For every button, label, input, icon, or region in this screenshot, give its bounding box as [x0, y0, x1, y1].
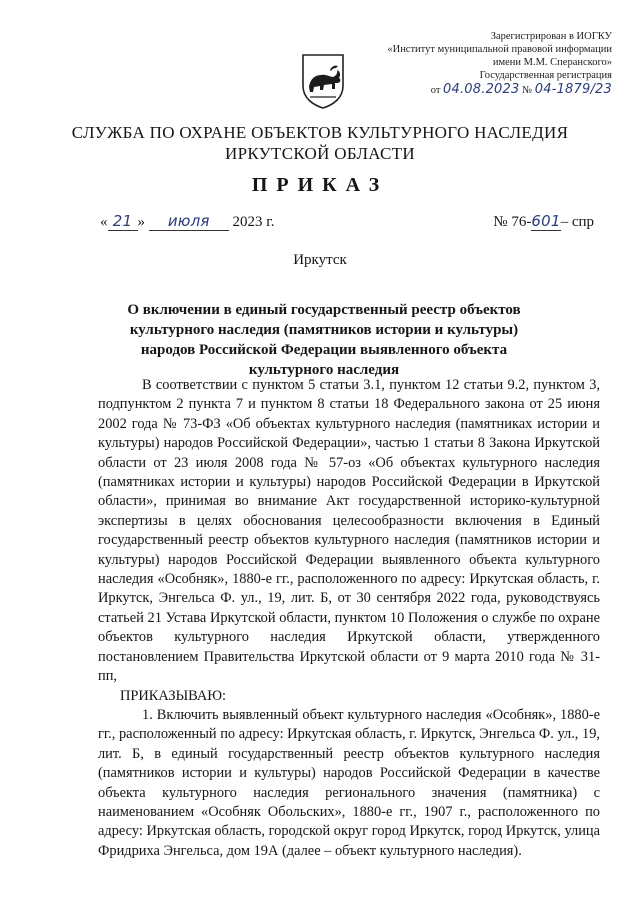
date-close-quote: » — [137, 214, 145, 230]
organization-line-2: ИРКУТСКОЙ ОБЛАСТИ — [225, 144, 415, 163]
order-number-value: 601 — [531, 212, 561, 230]
order-word: ПРИКАЗЫВАЮ: — [120, 687, 227, 704]
order-number-prefix: № 76- — [493, 214, 532, 230]
registration-from-label: от — [430, 85, 441, 96]
registration-number: 04-1879/23 — [534, 82, 612, 97]
registration-line-3: имени М.М. Сперанского» — [492, 57, 612, 68]
document-title: О включении в единый государственный реестр объектов культурного наследия (памятников истории и культуры) народов Российской Федерации выявленного объекта культурного наследия — [127, 302, 521, 378]
registration-line-1: Зарегистрирован в ИОГКУ — [490, 31, 612, 42]
registration-stamp — [367, 30, 612, 97]
date-day: 21 — [108, 212, 138, 231]
organization-line-1: СЛУЖБА ПО ОХРАНЕ ОБЪЕКТОВ КУЛЬТУРНОГО НАСЛЕДИЯ — [71, 123, 569, 142]
order-number-suffix: – спр — [560, 214, 594, 230]
registration-line-2: «Институт муниципальной правовой информации — [387, 44, 612, 55]
date-month: июля — [149, 212, 229, 231]
registration-date: 04.08.2023 — [443, 82, 520, 97]
preamble-paragraph: В соответствии с пунктом 5 статьи 3.1, пунктом 12 статьи 9.2, пунктом 3, подпунктом 2 пункта 7 и пунктом 8 статьи 18 Федерального закона от 25 июня 2002 года № 73-ФЗ «Об объектах культурного наследия (памятниках истории и культуры) народов Российской Федерации», частью 1 статьи 8 Закона Иркутской области от 23 июля 2008 года № 57-оз «Об объектах культурного наследия (памятниках истории и культуры) народов Российской Федерации в Иркутской области», принимая во внимание Акт государственной историко-культурной экспертизы в целях обоснования целесообразности включения в Единый государственный реестр объектов культурного наследия (памятников истории и культуры) народов Российской Федерации выявленного объекта культурного наследия «Особняк», 1880-е гг., расположенного по адресу: Иркутская область, г. Иркутск, Энгельса Ф. ул., 19, лит. Б, от 30 сентября 2022 года, руководствуясь статьей 21 Устава Иркутской области, пунктом 10 Положения о службе по охране объектов культурного наследия Иркутской области, утвержденного постановлением Правительства Иркутской области от 9 марта 2010 года № 31-пп, — [98, 377, 600, 685]
organization-name — [0, 122, 640, 164]
city-name: Иркутск — [293, 252, 347, 268]
order-date — [100, 212, 274, 231]
registration-line-4: Государственная регистрация — [479, 70, 612, 81]
irkutsk-region-coat-of-arms-icon — [300, 52, 346, 110]
order-item-1: 1. Включить выявленный объект культурного наследия «Особняк», 1880-е гг., расположенный по адресу: Иркутская область, г. Иркутск, Энгельса Ф. ул., 19, лит. Б, в единый государственный реестр объектов культурного наследия (памятников истории и культуры) народов Российской Федерации в качестве объекта культурного наследия регионального значения (памятника) с наименованием «Особняк Обольских», 1880-е гг., 1907 г., расположенного по адресу: Иркутская область, городской округ город Иркутск, город Иркутск, улица Фридриха Энгельса, дом 19А (далее – объект культурного наследия). — [98, 706, 600, 859]
registration-number-label: № — [522, 85, 533, 96]
document-type-heading: ПРИКАЗ — [251, 174, 389, 196]
date-year: 2023 г. — [232, 214, 275, 230]
order-number — [493, 212, 594, 231]
date-open-quote: « — [100, 214, 108, 230]
document-body — [98, 376, 600, 861]
registration-date-number — [367, 83, 612, 97]
